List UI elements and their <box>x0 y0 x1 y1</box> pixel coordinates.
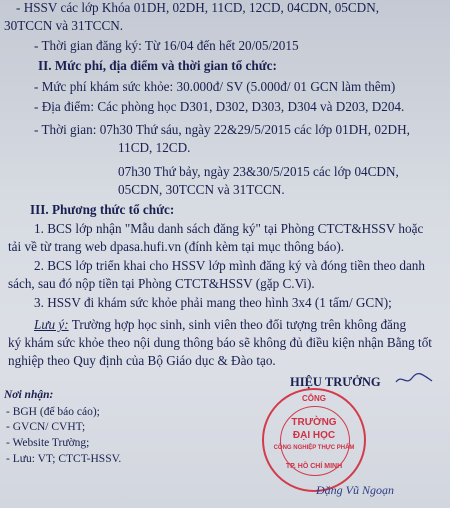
note-text: Trường hợp học sinh, sinh viên theo đối tượng trên không đăng <box>71 317 407 332</box>
doc-line: 2. BCS lớp triển khai cho HSSV lớp mình đăng ký và đóng tiền theo danh <box>34 258 425 273</box>
signer-name: Đặng Vũ Ngoạn <box>316 483 394 497</box>
signer-title: HIỆU TRƯỞNG <box>290 375 381 389</box>
doc-line: - Địa điểm: Các phòng học D301, D302, D303, D304 và D203, D204. <box>34 99 405 114</box>
recipients-title: Nơi nhận: <box>4 389 54 401</box>
signature-mark <box>394 372 434 386</box>
stamp-text: ĐẠI HỌC <box>292 430 336 441</box>
doc-line: 3. HSSV đi khám sức khỏe phải mang theo hình 3x4 (1 tấm/ GCN); <box>34 295 392 310</box>
section-heading: III. Phương thức tổ chức: <box>30 202 175 217</box>
doc-line: nghiệp theo Quy định của Bộ Giáo dục & Đào tạo. <box>8 353 276 368</box>
doc-line: 11CD, 12CD. <box>118 140 191 155</box>
note-label: Lưu ý: <box>34 317 69 332</box>
section-heading: II. Mức phí, địa điểm và thời gian tổ chức: <box>38 58 277 73</box>
stamp-text: CÔNG <box>302 394 326 403</box>
doc-line: 1. BCS lớp nhận "Mẫu danh sách đăng ký" tại Phòng CTCT&HSSV hoặc <box>34 221 424 236</box>
stamp-text: TP. HỒ CHÍ MINH <box>285 463 343 470</box>
official-stamp <box>262 388 366 492</box>
doc-line: tải về từ trang web dpasa.hufi.vn (đính kèm tại mục thông báo). <box>8 239 345 254</box>
recipient-item: - Website Trường; <box>6 437 90 449</box>
doc-line: ký khám sức khỏe theo nội dung thông báo sẽ không đủ điều kiện nhận Bằng tốt <box>8 335 432 350</box>
doc-line: - Thời gian đăng ký: Từ 16/04 đến hết 20/05/2015 <box>34 38 299 53</box>
recipient-item: - GVCN/ CVHT; <box>6 421 86 433</box>
doc-line: 07h30 Thứ bảy, ngày 23&30/5/2015 các lớp 04CDN, <box>118 164 399 179</box>
stamp-text: CÔNG NGHIỆP THỰC PHẨM <box>273 445 355 451</box>
doc-line: - HSSV các lớp Khóa 01DH, 02DH, 11CD, 12CD, 04CDN, 05CDN, <box>16 0 380 15</box>
note-line <box>34 317 406 333</box>
doc-line: 30TCCN và 31TCCN. <box>4 18 124 33</box>
doc-line: sách, sau đó nộp tiền tại Phòng CTCT&HSSV (gặp C.Vi). <box>8 276 315 291</box>
doc-line: - Thời gian: 07h30 Thứ sáu, ngày 22&29/5/2015 các lớp 01DH, 02DH, <box>34 122 410 137</box>
stamp-text: TRƯỜNG <box>291 417 337 428</box>
recipient-item: - BGH (để báo cáo); <box>6 406 100 418</box>
doc-line: 05CDN, 30TCCN và 31TCCN. <box>118 182 285 197</box>
doc-line: - Mức phí khám sức khỏe: 30.000đ/ SV (5.000đ/ 01 GCN làm thêm) <box>34 79 396 94</box>
recipient-item: - Lưu: VT; CTCT-HSSV. <box>6 453 122 465</box>
